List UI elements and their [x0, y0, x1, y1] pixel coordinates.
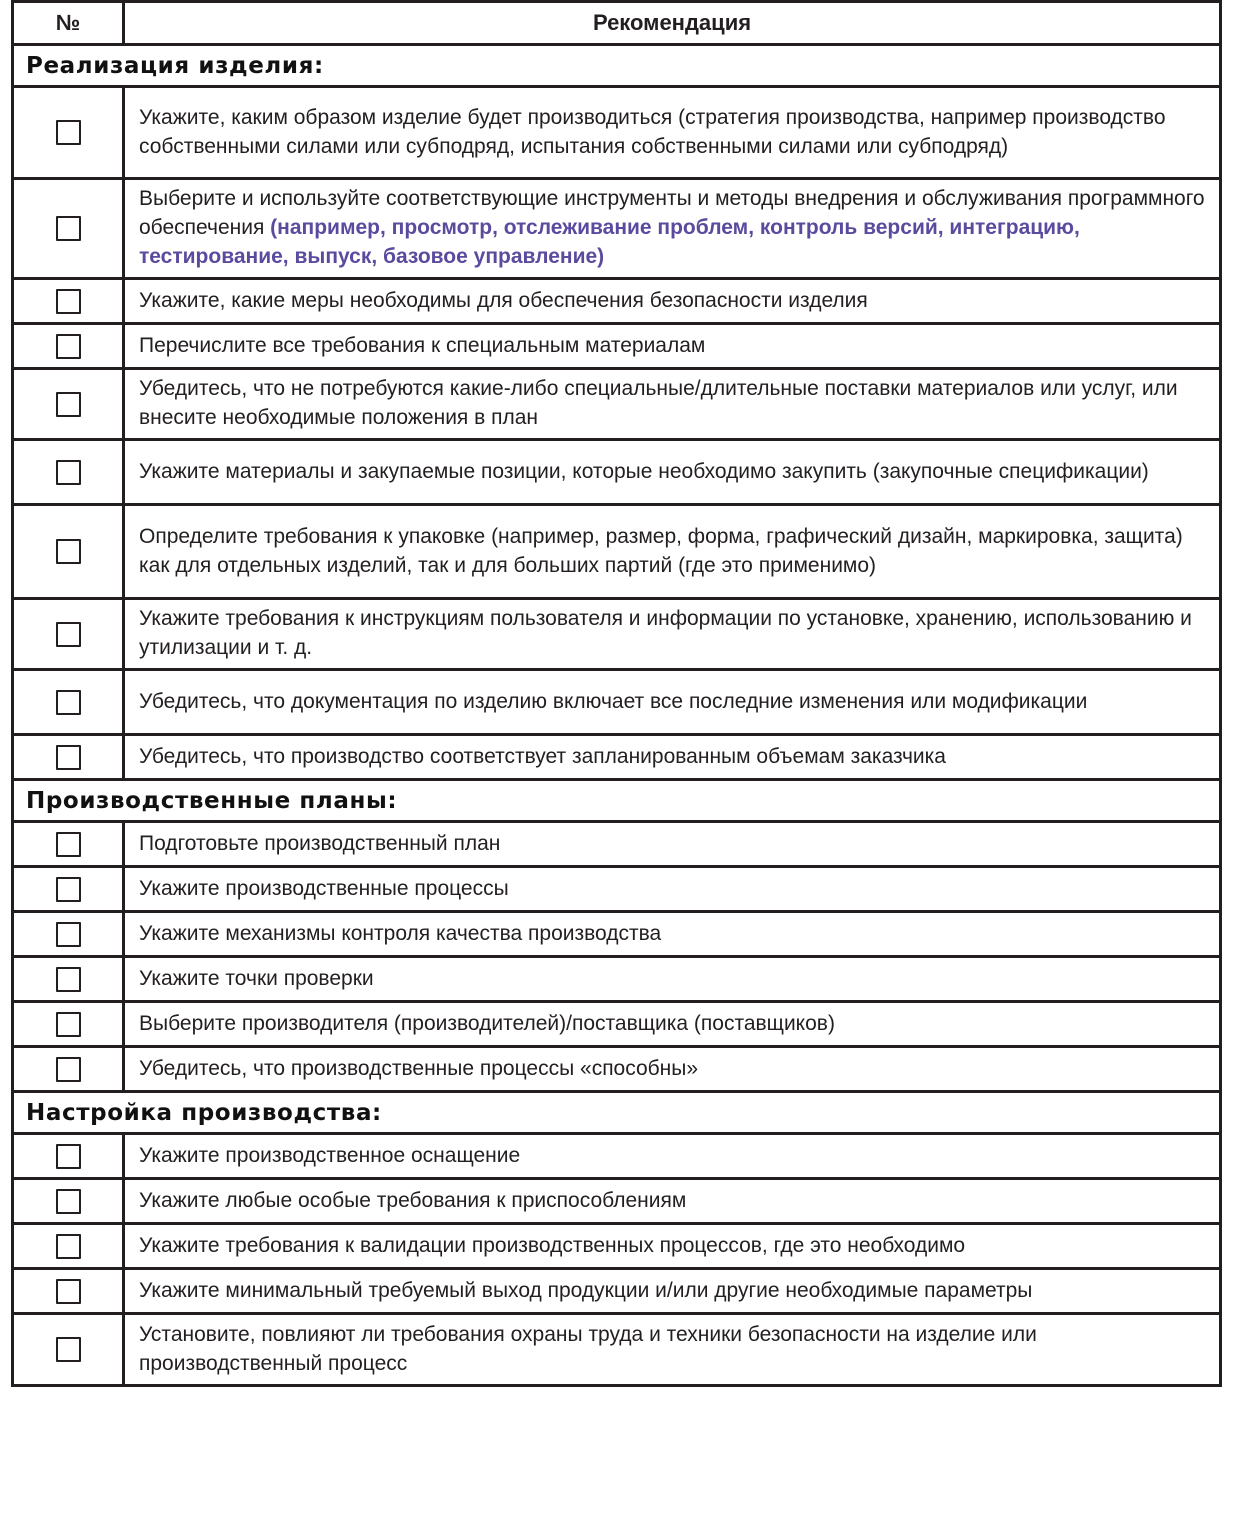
table-row: [13, 369, 1221, 440]
table-row: [13, 822, 1221, 867]
recommendation-text: Укажите требования к инструкциям пользователя и информации по установке, хранению, использованию и утилизации и т. д.: [124, 599, 1221, 670]
table-row: [13, 440, 1221, 505]
section-title-production-plans: Производственные планы:: [13, 780, 1221, 822]
checkbox[interactable]: [56, 922, 81, 947]
recommendation-text: Укажите точки проверки: [124, 957, 1221, 1002]
checkbox-cell: [13, 279, 124, 324]
recommendation-text: Убедитесь, что документация по изделию включает все последние изменения или модификации: [124, 670, 1221, 735]
recommendation-text: Укажите, каким образом изделие будет производиться (стратегия производства, например производство собственными силами или субподряд, испытания собственными силами или субподряд): [124, 87, 1221, 179]
checkbox[interactable]: [56, 1234, 81, 1259]
table-row: [13, 1179, 1221, 1224]
recommendation-text-main: Выберите и используйте соответствующие инструменты и методы внедрения и обслуживания программного обеспечения: [139, 187, 1205, 239]
table-row: [13, 505, 1221, 599]
recommendation-text: Убедитесь, что не потребуются какие-либо специальные/длительные поставки материалов или услуг, или внесите необходимые положения в план: [124, 369, 1221, 440]
checkbox[interactable]: [56, 1057, 81, 1082]
checkbox[interactable]: [56, 832, 81, 857]
checkbox-cell: [13, 1269, 124, 1314]
recommendation-text: [124, 179, 1221, 279]
recommendation-text: Установите, повлияют ли требования охраны труда и техники безопасности на изделие или производственный процесс: [124, 1314, 1221, 1386]
checkbox[interactable]: [56, 120, 81, 145]
checkbox-cell: [13, 1179, 124, 1224]
checkbox[interactable]: [56, 1337, 81, 1362]
checkbox[interactable]: [56, 690, 81, 715]
recommendation-text: Определите требования к упаковке (например, размер, форма, графический дизайн, маркировка, защита) как для отдельных изделий, так и для больших партий (где это применимо): [124, 505, 1221, 599]
column-header-recommendation: Рекомендация: [124, 2, 1221, 45]
table-row: [13, 1269, 1221, 1314]
checkbox-cell: [13, 369, 124, 440]
table-row: [13, 735, 1221, 780]
checkbox-cell: [13, 822, 124, 867]
recommendation-text: Укажите производственные процессы: [124, 867, 1221, 912]
checkbox[interactable]: [56, 877, 81, 902]
checkbox[interactable]: [56, 334, 81, 359]
recommendation-text: Укажите материалы и закупаемые позиции, которые необходимо закупить (закупочные спецификации): [124, 440, 1221, 505]
checkbox[interactable]: [56, 539, 81, 564]
checkbox-cell: [13, 1134, 124, 1179]
table-row: [13, 87, 1221, 179]
section-header-row: [13, 1092, 1221, 1134]
checkbox-cell: [13, 505, 124, 599]
section-title-product-realization: Реализация изделия:: [13, 45, 1221, 87]
checkbox-cell: [13, 599, 124, 670]
recommendation-text: Убедитесь, что производство соответствует запланированным объемам заказчика: [124, 735, 1221, 780]
checkbox-cell: [13, 1224, 124, 1269]
recommendation-text: Убедитесь, что производственные процессы «способны»: [124, 1047, 1221, 1092]
recommendation-text: Укажите требования к валидации производственных процессов, где это необходимо: [124, 1224, 1221, 1269]
table-row: [13, 867, 1221, 912]
checkbox[interactable]: [56, 1012, 81, 1037]
checkbox[interactable]: [56, 1189, 81, 1214]
checkbox-cell: [13, 867, 124, 912]
table-row: [13, 599, 1221, 670]
recommendation-checklist-table: [11, 0, 1222, 1387]
recommendation-text: Подготовьте производственный план: [124, 822, 1221, 867]
recommendation-text: Укажите, какие меры необходимы для обеспечения безопасности изделия: [124, 279, 1221, 324]
checkbox[interactable]: [56, 289, 81, 314]
table-row: [13, 670, 1221, 735]
checkbox[interactable]: [56, 967, 81, 992]
checkbox-cell: [13, 440, 124, 505]
checkbox-cell: [13, 1002, 124, 1047]
table-row: [13, 324, 1221, 369]
recommendation-text: Перечислите все требования к специальным материалам: [124, 324, 1221, 369]
recommendation-text: Укажите любые особые требования к приспособлениям: [124, 1179, 1221, 1224]
recommendation-text: Укажите механизмы контроля качества производства: [124, 912, 1221, 957]
table-row: [13, 1134, 1221, 1179]
recommendation-text-highlight: (например, просмотр, отслеживание проблем, контроль версий, интеграцию, тестирование, выпуск, базовое управление): [139, 216, 1080, 268]
checkbox[interactable]: [56, 392, 81, 417]
checkbox-cell: [13, 735, 124, 780]
checkbox-cell: [13, 1314, 124, 1386]
table-row: [13, 1224, 1221, 1269]
table-row: [13, 1314, 1221, 1386]
section-header-row: [13, 780, 1221, 822]
checkbox-cell: [13, 957, 124, 1002]
checkbox-cell: [13, 912, 124, 957]
table-header-row: [13, 2, 1221, 45]
table-row: [13, 179, 1221, 279]
recommendation-text: Укажите минимальный требуемый выход продукции и/или другие необходимые параметры: [124, 1269, 1221, 1314]
checkbox-cell: [13, 87, 124, 179]
section-title-production-setup: Настройка производства:: [13, 1092, 1221, 1134]
table-row: [13, 1002, 1221, 1047]
checkbox-cell: [13, 1047, 124, 1092]
recommendation-text: Укажите производственное оснащение: [124, 1134, 1221, 1179]
checkbox-cell: [13, 324, 124, 369]
table-row: [13, 957, 1221, 1002]
checkbox[interactable]: [56, 622, 81, 647]
table-row: [13, 1047, 1221, 1092]
table-row: [13, 912, 1221, 957]
section-header-row: [13, 45, 1221, 87]
checkbox[interactable]: [56, 216, 81, 241]
checkbox[interactable]: [56, 460, 81, 485]
checkbox-cell: [13, 670, 124, 735]
column-header-number: №: [13, 2, 124, 45]
checkbox[interactable]: [56, 1144, 81, 1169]
checkbox[interactable]: [56, 745, 81, 770]
recommendation-text: Выберите производителя (производителей)/поставщика (поставщиков): [124, 1002, 1221, 1047]
checkbox[interactable]: [56, 1279, 81, 1304]
table-row: [13, 279, 1221, 324]
checkbox-cell: [13, 179, 124, 279]
